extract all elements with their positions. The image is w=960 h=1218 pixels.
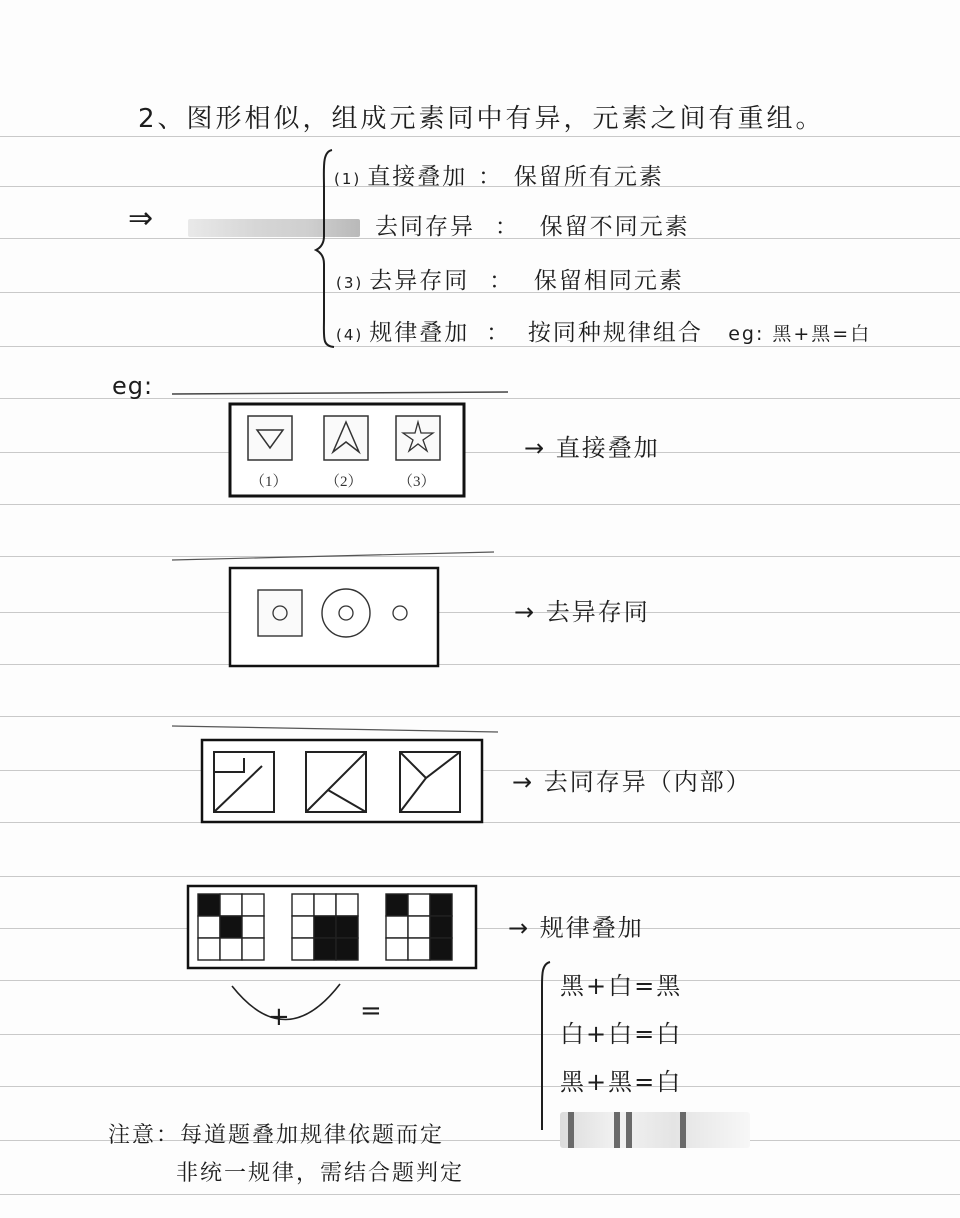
grid-cell-white: [242, 938, 264, 960]
underline-stroke: [170, 388, 510, 400]
rule-number: (3): [336, 274, 364, 292]
rule-description: 保留不同元素: [539, 214, 690, 240]
grid-cell-black: [198, 894, 220, 916]
grid-cell-black: [430, 916, 452, 938]
ruled-line: [0, 664, 960, 665]
plus-sign: +: [268, 1002, 291, 1032]
ruled-line: [0, 1034, 960, 1035]
grid-cell-white: [292, 894, 314, 916]
rule-separator: ：: [486, 320, 512, 346]
grid-cell-white: [292, 938, 314, 960]
figure-remove-same: [200, 738, 484, 824]
rule-item-2: [369, 208, 690, 241]
grid-cell-black: [336, 938, 358, 960]
arrow-icon: →: [508, 914, 531, 942]
rule-name: 去同存异: [375, 214, 475, 240]
eg-label: eg:: [112, 372, 154, 400]
rule-name: 规律叠加: [369, 320, 470, 346]
example-label-2: [514, 592, 650, 627]
grid-cell-white: [408, 894, 430, 916]
rule-item-3: [336, 262, 684, 295]
figure-label: （3）: [398, 474, 436, 490]
ruled-line: [0, 452, 960, 453]
grid-cell-white: [198, 938, 220, 960]
underline-stroke: [170, 550, 496, 564]
ruled-line: [0, 876, 960, 877]
grid-cell-white: [242, 916, 264, 938]
grid-cell-white: [386, 938, 408, 960]
grid-cell-black: [430, 894, 452, 916]
rule-name: 去异存同: [369, 268, 470, 294]
ruled-line: [0, 1194, 960, 1195]
ruled-line: [0, 928, 960, 929]
rule-number: (1): [334, 170, 362, 188]
figure-box-1: [248, 416, 292, 460]
brace-icon: [314, 148, 336, 348]
grid-cell-black: [220, 916, 242, 938]
redacted-region: [560, 1112, 750, 1148]
figure-box-1: [258, 590, 302, 636]
equals-sign: =: [360, 996, 383, 1026]
grid-cell-white: [314, 894, 336, 916]
example-label-3: [512, 762, 752, 797]
ruled-line: [0, 1086, 960, 1087]
ruled-line: [0, 716, 960, 717]
brace-icon: [534, 960, 554, 1130]
rule-description: 按同种规律组合: [527, 320, 703, 346]
figure-label: （2）: [325, 474, 363, 490]
example-text: 去异存同: [545, 598, 650, 626]
grid-cell-white: [242, 894, 264, 916]
ruled-line: [0, 504, 960, 505]
figure-keep-same: [228, 566, 440, 668]
rule-item-1: [334, 158, 664, 191]
grid-cell-black: [314, 916, 336, 938]
grid-cell-black: [386, 894, 408, 916]
rule-description: 保留所有元素: [513, 164, 664, 190]
example-text: 去同存异（内部）: [543, 768, 752, 796]
grid-cell-white: [336, 894, 358, 916]
grid-cell-white: [220, 938, 242, 960]
ruled-line: [0, 136, 960, 137]
grid-cell-white: [292, 916, 314, 938]
rule-separator: ：: [494, 214, 520, 240]
page-title: 2、图形相似，组成元素同中有异，元素之间有重组。: [138, 104, 825, 134]
ruled-line: [0, 980, 960, 981]
figure-label: （1）: [250, 474, 288, 490]
rule-separator: ：: [478, 164, 504, 190]
underline-stroke: [170, 724, 500, 736]
grid-cell-black: [336, 916, 358, 938]
figure-rule-overlay: [186, 884, 478, 970]
grid-cell-white: [408, 916, 430, 938]
result-line-2: 白+白=白: [560, 1020, 683, 1048]
grid-cell-white: [408, 938, 430, 960]
note-line-1: 注意：每道题叠加规律依题而定: [108, 1123, 445, 1148]
grid-cell-white: [198, 916, 220, 938]
example-text: 直接叠加: [555, 434, 660, 462]
grid-cell-white: [386, 916, 408, 938]
rule-example: eg: 黑+黑=白: [728, 323, 872, 345]
result-line-3: 黑+黑=白: [560, 1068, 683, 1096]
grid-cell-black: [314, 938, 336, 960]
double-arrow-icon: ⇒: [128, 201, 155, 236]
rule-number: (4): [336, 326, 364, 344]
rule-separator: ：: [489, 268, 515, 294]
rule-item-4: [336, 314, 871, 347]
example-label-1: [524, 428, 660, 463]
rule-description: 保留相同元素: [533, 268, 684, 294]
arrow-icon: →: [524, 434, 547, 462]
grid-cell-white: [220, 894, 242, 916]
grid-cell-black: [430, 938, 452, 960]
arrow-icon: →: [512, 768, 535, 796]
arrow-icon: →: [514, 598, 537, 626]
example-label-4: [508, 908, 644, 943]
result-line-1: 黑+白=黑: [560, 972, 683, 1000]
rule-name: 直接叠加: [367, 164, 468, 190]
example-text: 规律叠加: [539, 914, 644, 942]
note-line-2: 非统一规律，需结合题判定: [176, 1161, 465, 1186]
ruled-line: [0, 612, 960, 613]
